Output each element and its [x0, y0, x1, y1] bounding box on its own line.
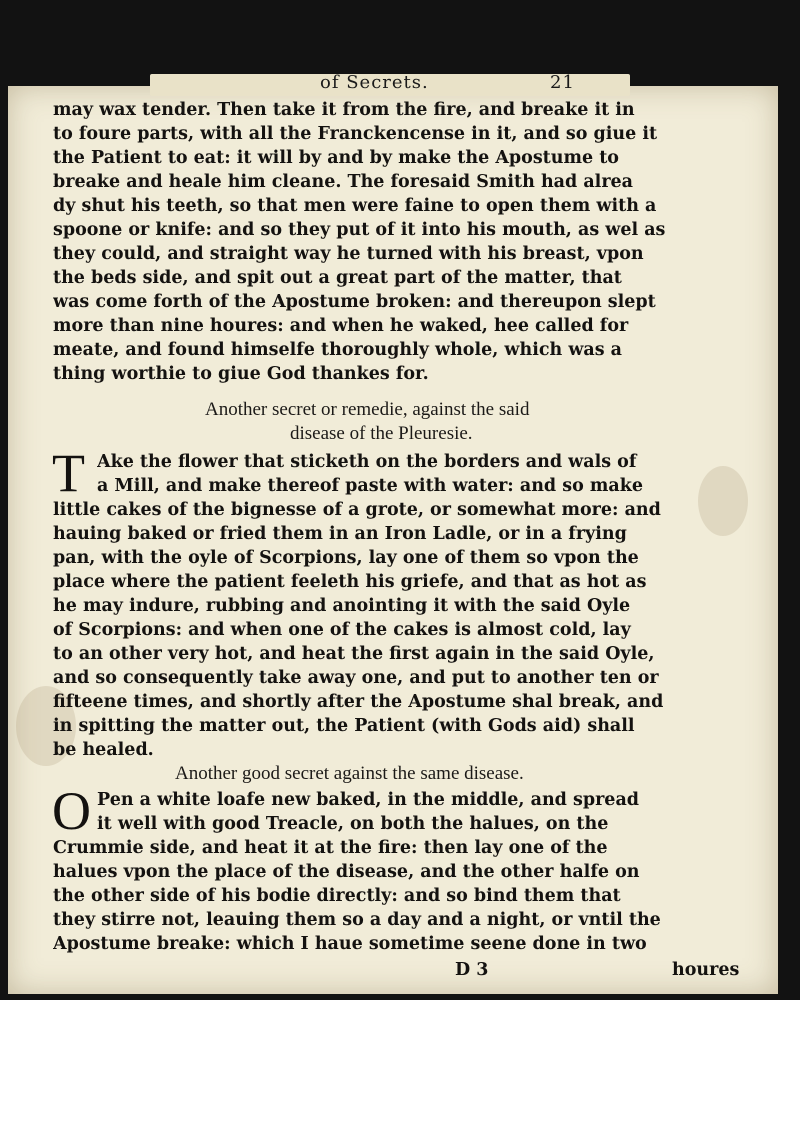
text-line: he may indure, rubbing and anointing it with the said Oyle	[53, 596, 631, 616]
text-line: the beds side, and spit out a great part of the matter, that	[53, 268, 622, 288]
text-line: place where the patient feeleth his griefe, and that as hot as	[53, 572, 647, 592]
section-heading-line: disease of the Pleuresie.	[290, 423, 473, 444]
text-line: dy shut his teeth, so that men were faine to open them with a	[53, 196, 657, 216]
text-line: Ake the flower that sticketh on the borders and wals of	[97, 452, 637, 472]
text-line: was come forth of the Apostume broken: and thereupon slept	[53, 292, 656, 312]
text-line: little cakes of the bignesse of a grote, or somewhat more: and	[53, 500, 661, 520]
drop-capital: T	[52, 443, 85, 503]
text-line: Apostume breake: which I haue sometime seene done in two	[53, 934, 647, 954]
text-line: halues vpon the place of the disease, and the other halfe on	[53, 862, 640, 882]
signature-mark: D 3	[455, 960, 489, 980]
text-line: it well with good Treacle, on both the halues, on the	[97, 814, 609, 834]
text-line: and so consequently take away one, and put to another ten or	[53, 668, 659, 688]
text-line: pan, with the oyle of Scorpions, lay one of them so vpon the	[53, 548, 639, 568]
text-line: a Mill, and make thereof paste with water: and so make	[97, 476, 643, 496]
text-line: be healed.	[53, 740, 154, 760]
text-line: thing worthie to giue God thankes for.	[53, 364, 429, 384]
text-line: they could, and straight way he turned with his breast, vpon	[53, 244, 644, 264]
running-header	[320, 72, 580, 92]
text-line: the Patient to eat: it will by and by make the Apostume to	[53, 148, 619, 168]
blank-margin	[0, 1000, 800, 1127]
text-line: Crummie side, and heat it at the fire: then lay one of the	[53, 838, 608, 858]
text-line: more than nine houres: and when he waked, hee called for	[53, 316, 629, 336]
text-line: to foure parts, with all the Franckencense in it, and so giue it	[53, 124, 658, 144]
text-line: spoone or knife: and so they put of it into his mouth, as wel as	[53, 220, 666, 240]
folio-number: 21	[550, 72, 575, 93]
text-line: they stirre not, leauing them so a day and a night, or vntil the	[53, 910, 661, 930]
text-line: meate, and found himselfe thoroughly whole, which was a	[53, 340, 623, 360]
text-line: fifteene times, and shortly after the Apostume shal break, and	[53, 692, 664, 712]
text-line: in spitting the matter out, the Patient (with Gods aid) shall	[53, 716, 635, 736]
catchword: houres	[672, 960, 740, 980]
text-line: hauing baked or fried them in an Iron Ladle, or in a frying	[53, 524, 627, 544]
drop-capital: O	[52, 781, 91, 841]
section-heading: Another good secret against the same disease.	[175, 763, 524, 784]
text-line: to an other very hot, and heat the first again in the said Oyle,	[53, 644, 655, 664]
running-title: of Secrets.	[320, 72, 429, 93]
text-line: the other side of his bodie directly: and so bind them that	[53, 886, 621, 906]
text-line: may wax tender. Then take it from the fire, and breake it in	[53, 100, 635, 120]
section-heading-line: Another secret or remedie, against the said	[205, 399, 530, 420]
text-line: Pen a white loafe new baked, in the middle, and spread	[97, 790, 640, 810]
text-line: of Scorpions: and when one of the cakes is almost cold, lay	[53, 620, 631, 640]
text-line: breake and heale him cleane. The foresaid Smith had alrea	[53, 172, 634, 192]
